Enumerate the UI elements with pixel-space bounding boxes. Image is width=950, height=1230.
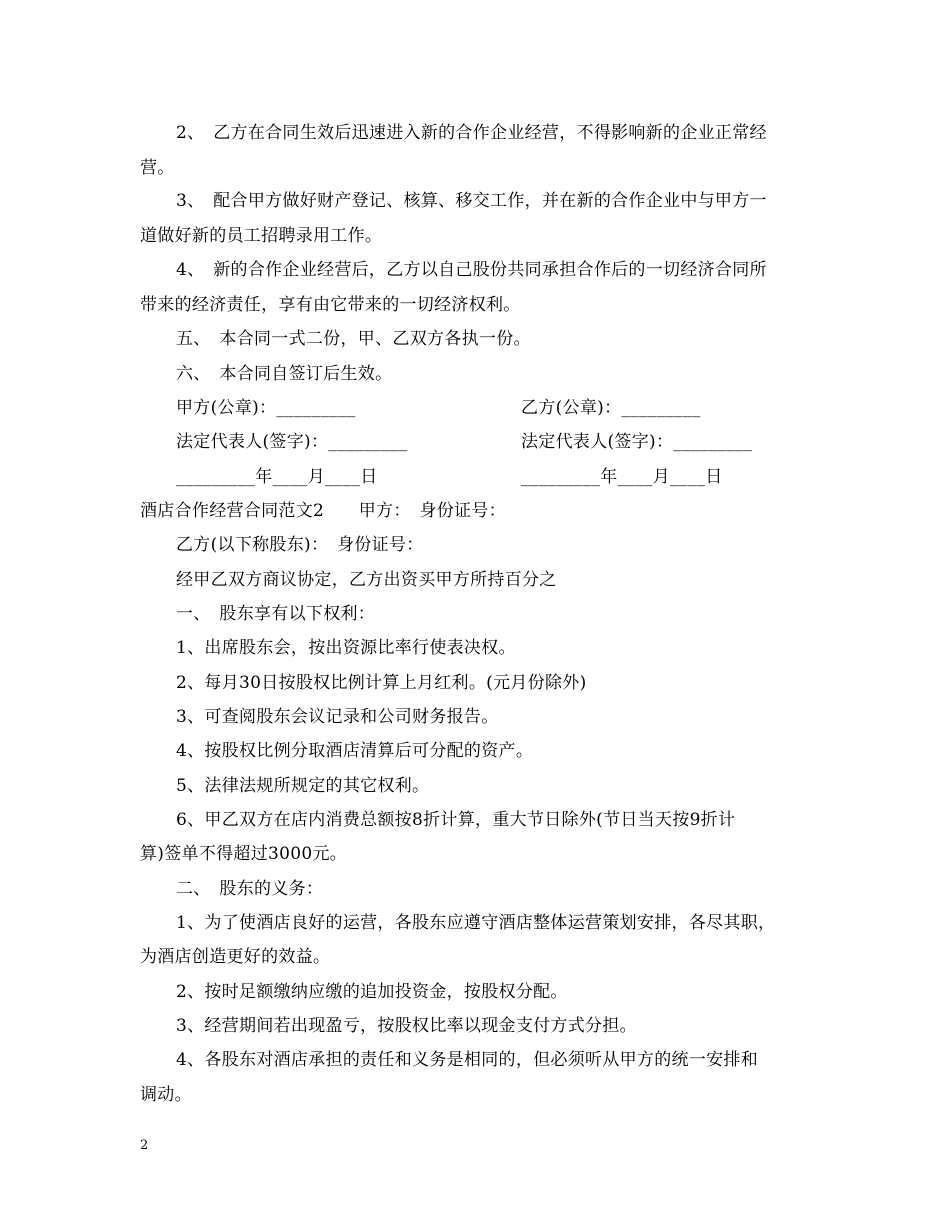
party-b-seal: 乙方(公章)：_________	[521, 398, 701, 418]
obligation-4-line-1: 4、各股东对酒店承担的责任和义务是相同的，但必须听从甲方的统一安排和	[176, 1050, 759, 1070]
right-6-line-2: 算)签单不得超过3000元。	[140, 844, 348, 864]
party-b-shareholder: 乙方(以下称股东)： 身份证号：	[176, 535, 424, 555]
rights-heading: 一、 股东享有以下权利：	[176, 604, 376, 624]
party-b-representative: 法定代表人(签字)：_________	[521, 432, 753, 452]
obligation-1-line-1: 1、为了使酒店良好的运营，各股东应遵守酒店整体运营策划安排，各尽其职，	[176, 913, 776, 933]
right-3: 3、可查阅股东会议记录和公司财务报告。	[176, 707, 499, 727]
party-a-seal: 甲方(公章)：_________	[176, 398, 356, 418]
right-6-line-1: 6、甲乙双方在店内消费总额按8折计算，重大节日除外(节日当天按9折计	[176, 810, 736, 830]
party-a-representative: 法定代表人(签字)：_________	[176, 432, 408, 452]
right-4: 4、按股权比例分取酒店清算后可分配的资产。	[176, 741, 534, 761]
right-2: 2、每月30日按股权比例计算上月红利。(元月份除外)	[176, 673, 587, 693]
agreement-intro: 经甲乙双方商议协定，乙方出资买甲方所持百分之	[176, 570, 557, 590]
clause-4-line-1: 4、 新的合作企业经营后，乙方以自己股份共同承担合作后的一切经济合同所	[176, 260, 767, 280]
obligation-3: 3、经营期间若出现盈亏，按股权比率以现金支付方式分担。	[176, 1016, 637, 1036]
clause-2-line-1: 2、 乙方在合同生效后迅速进入新的合作企业经营，不得影响新的企业正常经	[176, 123, 767, 143]
section-6: 六、 本合同自签订后生效。	[176, 364, 393, 384]
right-1: 1、出席股东会，按出资源比率行使表决权。	[176, 638, 516, 658]
clause-3-line-2: 道做好新的员工招聘录用工作。	[140, 226, 383, 246]
party-a-date: _________年____月____日	[176, 467, 378, 487]
right-5: 5、法律法规所规定的其它权利。	[176, 776, 430, 796]
clause-3-line-1: 3、 配合甲方做好财产登记、核算、移交工作，并在新的合作企业中与甲方一	[176, 191, 767, 211]
clause-4-line-2: 带来的经济责任，享有由它带来的一切经济权利。	[140, 295, 521, 315]
obligation-1-line-2: 为酒店创造更好的效益。	[140, 947, 331, 967]
contract-2-heading: 酒店合作经营合同范文2 甲方： 身份证号：	[140, 501, 506, 521]
obligation-4-line-2: 调动。	[140, 1085, 192, 1105]
obligation-2: 2、按时足额缴纳应缴的追加投资金，按股权分配。	[176, 982, 568, 1002]
section-5: 五、 本合同一式二份，甲、乙双方各执一份。	[176, 329, 531, 349]
clause-2-line-2: 营。	[140, 158, 175, 178]
party-b-date: _________年____月____日	[521, 467, 723, 487]
page-number: 2	[140, 1138, 149, 1153]
obligations-heading: 二、 股东的义务：	[176, 879, 324, 899]
